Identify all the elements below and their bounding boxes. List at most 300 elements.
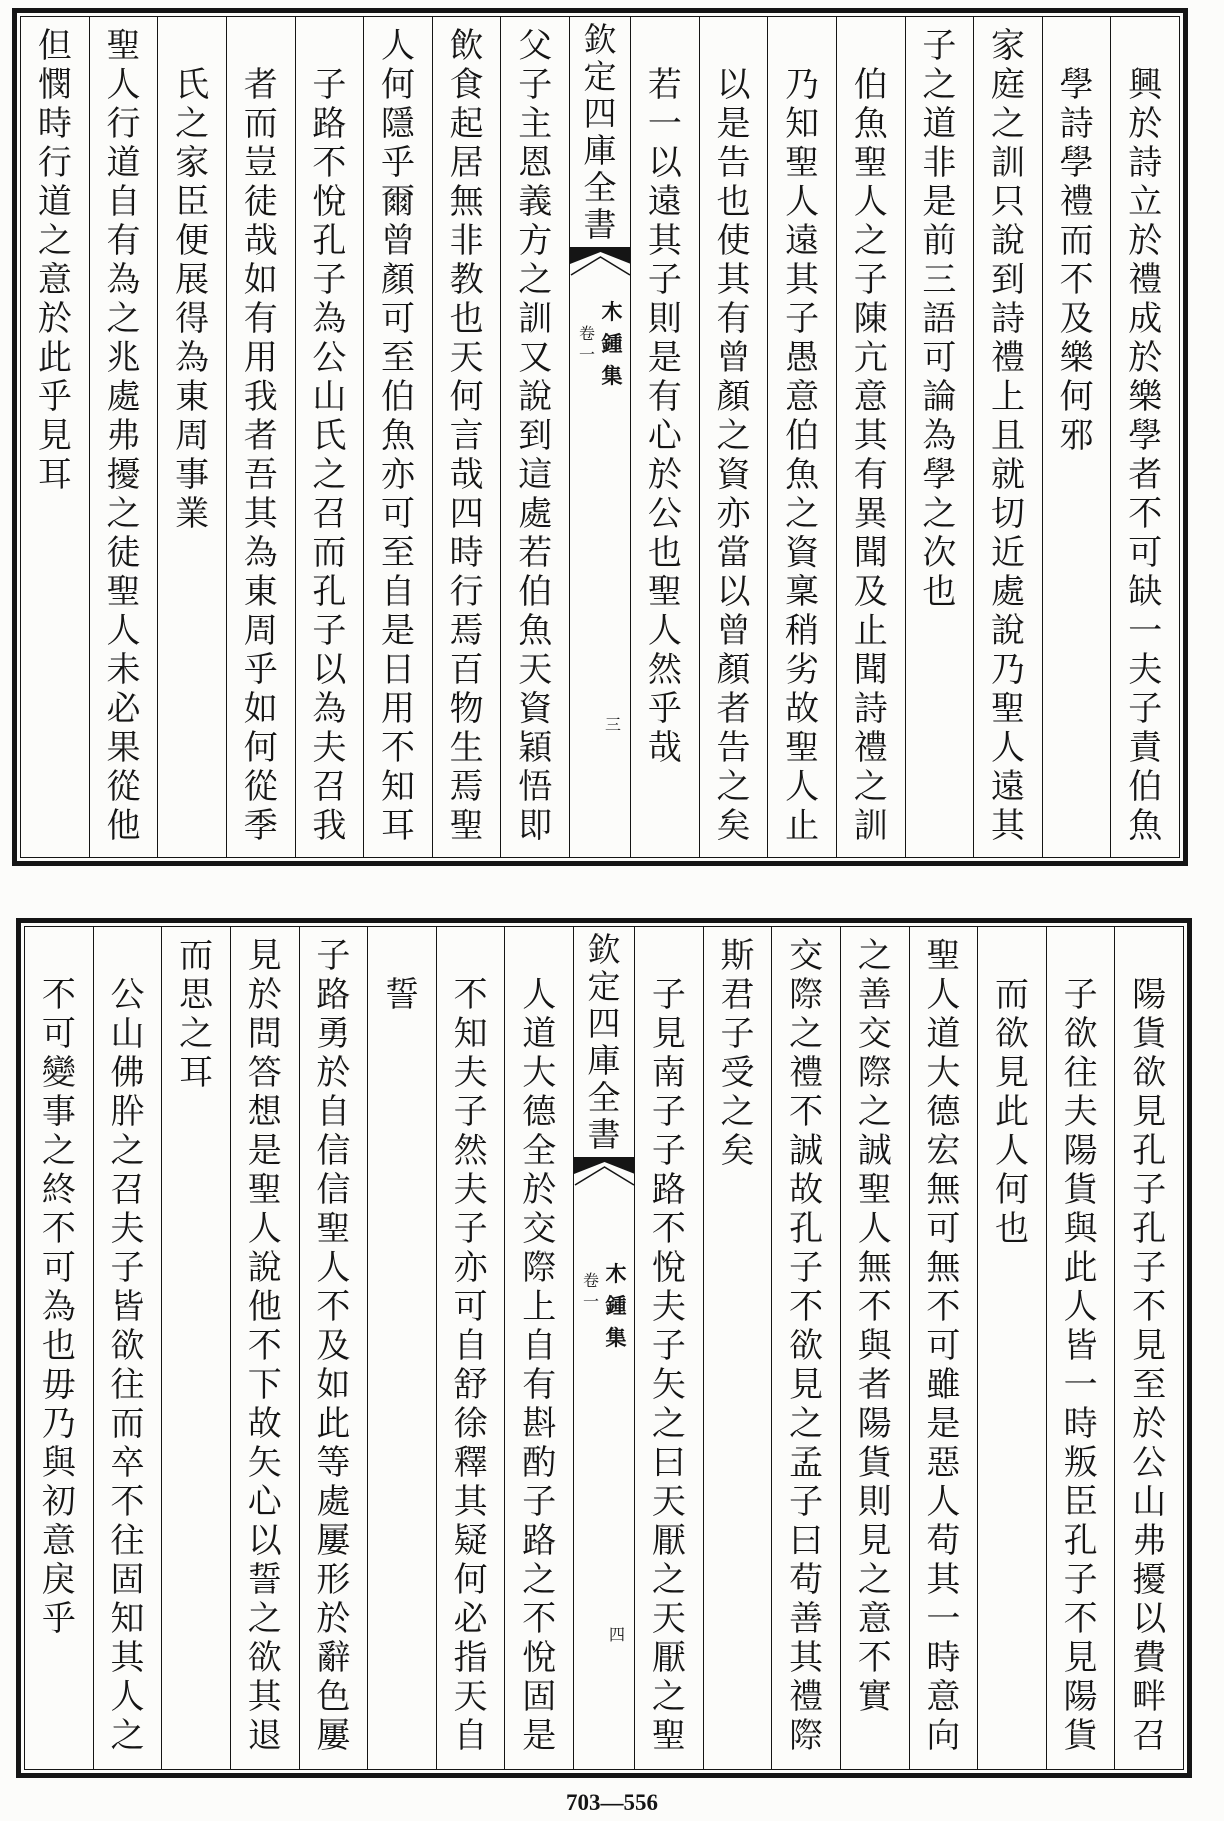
column-text bbox=[1115, 927, 1183, 1756]
glyph: 何 bbox=[380, 66, 415, 105]
glyph: 人 bbox=[647, 612, 682, 651]
glyph: 見 bbox=[1132, 1093, 1167, 1132]
glyph: 禮 bbox=[789, 1054, 824, 1093]
glyph: 興 bbox=[1128, 66, 1163, 105]
glyph: 者 bbox=[1128, 456, 1163, 495]
glyph: 路 bbox=[522, 1522, 557, 1561]
glyph: 學 bbox=[1059, 66, 1094, 105]
series-title bbox=[570, 21, 630, 243]
glyph: 有 bbox=[716, 300, 751, 339]
text-column bbox=[437, 927, 506, 1769]
glyph: 聖 bbox=[647, 573, 682, 612]
glyph: 厭 bbox=[651, 1639, 686, 1678]
glyph: 自 bbox=[316, 1093, 351, 1132]
glyph: 曾 bbox=[716, 339, 751, 378]
glyph: 有 bbox=[853, 456, 888, 495]
glyph: 此 bbox=[316, 1405, 351, 1444]
glyph: 伯 bbox=[853, 66, 888, 105]
column-text bbox=[974, 17, 1042, 846]
glyph: 日 bbox=[380, 651, 415, 690]
glyph: 當 bbox=[716, 534, 751, 573]
glyph: 哉 bbox=[647, 729, 682, 768]
glyph: 矢 bbox=[651, 1366, 686, 1405]
glyph: 其 bbox=[785, 261, 820, 300]
glyph: 可 bbox=[926, 1210, 961, 1249]
glyph: 其 bbox=[243, 495, 278, 534]
glyph: 知 bbox=[453, 1015, 488, 1054]
glyph: 四 bbox=[449, 495, 484, 534]
glyph: 劣 bbox=[785, 651, 820, 690]
glyph: 曰 bbox=[789, 1522, 824, 1561]
glyph: 其 bbox=[647, 222, 682, 261]
glyph: 際 bbox=[789, 1717, 824, 1756]
glyph: 木 bbox=[605, 1261, 627, 1286]
glyph: 何 bbox=[449, 378, 484, 417]
glyph: 百 bbox=[449, 651, 484, 690]
glyph: 不 bbox=[789, 1288, 824, 1327]
glyph: 庫 bbox=[583, 132, 617, 169]
glyph: 物 bbox=[449, 690, 484, 729]
glyph: 方 bbox=[518, 222, 553, 261]
glyph: 之 bbox=[853, 222, 888, 261]
glyph: 夫 bbox=[110, 1210, 145, 1249]
glyph: 不 bbox=[1063, 1600, 1098, 1639]
glyph: 斯 bbox=[720, 937, 755, 976]
glyph: 然 bbox=[647, 651, 682, 690]
glyph: 子 bbox=[312, 612, 347, 651]
column-text bbox=[158, 17, 226, 534]
glyph: 伯 bbox=[518, 573, 553, 612]
glyph: 他 bbox=[106, 807, 141, 846]
column-text bbox=[768, 17, 836, 846]
glyph: 知 bbox=[380, 768, 415, 807]
glyph: 生 bbox=[449, 729, 484, 768]
glyph: 鍾 bbox=[601, 331, 623, 356]
glyph: 焉 bbox=[449, 612, 484, 651]
glyph: 不 bbox=[453, 976, 488, 1015]
book-title bbox=[603, 1258, 629, 1354]
glyph: 為 bbox=[922, 417, 957, 456]
glyph: 詩 bbox=[1059, 105, 1094, 144]
glyph: 往 bbox=[110, 1522, 145, 1561]
glyph: 遠 bbox=[647, 183, 682, 222]
glyph: 曰 bbox=[651, 1444, 686, 1483]
glyph: 召 bbox=[312, 495, 347, 534]
glyph: 禮 bbox=[853, 729, 888, 768]
glyph: 子 bbox=[1132, 1249, 1167, 1288]
glyph: 變 bbox=[41, 1054, 76, 1093]
glyph: 斟 bbox=[522, 1405, 557, 1444]
glyph: 書 bbox=[583, 206, 617, 243]
glyph: 聖 bbox=[449, 807, 484, 846]
glyph: 子 bbox=[1132, 1171, 1167, 1210]
glyph: 曾 bbox=[716, 612, 751, 651]
glyph: 氏 bbox=[312, 417, 347, 456]
glyph: 聖 bbox=[651, 1717, 686, 1756]
glyph: 之 bbox=[789, 1015, 824, 1054]
glyph: 天 bbox=[449, 339, 484, 378]
glyph: 學 bbox=[922, 456, 957, 495]
glyph: 此 bbox=[994, 1093, 1029, 1132]
glyph: 貨 bbox=[1063, 1171, 1098, 1210]
glyph: 陽 bbox=[857, 1405, 892, 1444]
glyph: 自 bbox=[106, 183, 141, 222]
text-column bbox=[21, 17, 90, 857]
glyph: 心 bbox=[247, 1483, 282, 1522]
glyph: 人 bbox=[247, 1210, 282, 1249]
glyph: 於 bbox=[247, 976, 282, 1015]
glyph: 子 bbox=[789, 1249, 824, 1288]
glyph: 可 bbox=[41, 1015, 76, 1054]
glyph: 悅 bbox=[651, 1249, 686, 1288]
glyph: 意 bbox=[853, 378, 888, 417]
glyph: 屢 bbox=[316, 1522, 351, 1561]
glyph: 不 bbox=[926, 1288, 961, 1327]
glyph: 可 bbox=[926, 1327, 961, 1366]
glyph: 之 bbox=[651, 1561, 686, 1600]
glyph: 子 bbox=[785, 300, 820, 339]
glyph: 之 bbox=[853, 768, 888, 807]
glyph: 又 bbox=[518, 339, 553, 378]
glyph: 之 bbox=[922, 66, 957, 105]
glyph: 時 bbox=[926, 1639, 961, 1678]
glyph: 魚 bbox=[380, 417, 415, 456]
glyph: 禮 bbox=[1128, 261, 1163, 300]
glyph: 意 bbox=[785, 378, 820, 417]
text-column bbox=[772, 927, 841, 1769]
glyph: 子 bbox=[453, 1210, 488, 1249]
glyph: 未 bbox=[106, 651, 141, 690]
glyph: 集 bbox=[601, 363, 623, 388]
glyph: 他 bbox=[247, 1288, 282, 1327]
glyph: 為 bbox=[175, 339, 210, 378]
glyph: 訓 bbox=[518, 300, 553, 339]
glyph: 矣 bbox=[716, 807, 751, 846]
glyph: 子 bbox=[316, 937, 351, 976]
glyph: 受 bbox=[720, 1054, 755, 1093]
glyph: 學 bbox=[1059, 144, 1094, 183]
leaf-number bbox=[606, 1625, 628, 1645]
glyph: 子 bbox=[453, 1093, 488, 1132]
text-column bbox=[90, 17, 159, 857]
glyph: 如 bbox=[316, 1366, 351, 1405]
glyph: 而 bbox=[994, 976, 1029, 1015]
glyph: 亢 bbox=[853, 339, 888, 378]
column-text bbox=[231, 927, 299, 1756]
glyph: 是 bbox=[647, 339, 682, 378]
glyph: 不 bbox=[41, 1210, 76, 1249]
glyph: 這 bbox=[518, 456, 553, 495]
glyph: 伯 bbox=[785, 417, 820, 456]
glyph: 苟 bbox=[926, 1522, 961, 1561]
glyph: 便 bbox=[175, 222, 210, 261]
glyph: 書 bbox=[587, 1116, 621, 1153]
glyph: 也 bbox=[41, 1327, 76, 1366]
glyph: 道 bbox=[37, 183, 72, 222]
column-text bbox=[25, 927, 93, 1639]
glyph: 耳 bbox=[380, 807, 415, 846]
glyph: 告 bbox=[716, 729, 751, 768]
glyph: 之 bbox=[37, 222, 72, 261]
glyph: 人 bbox=[316, 1249, 351, 1288]
glyph: 遠 bbox=[785, 222, 820, 261]
glyph: 見 bbox=[247, 937, 282, 976]
glyph: 異 bbox=[853, 495, 888, 534]
glyph: 非 bbox=[922, 144, 957, 183]
glyph: 孔 bbox=[789, 1210, 824, 1249]
glyph: 向 bbox=[926, 1717, 961, 1756]
glyph: 見 bbox=[789, 1366, 824, 1405]
glyph: 有 bbox=[647, 378, 682, 417]
glyph: 訓 bbox=[990, 144, 1025, 183]
glyph: 乎 bbox=[37, 378, 72, 417]
text-column bbox=[1115, 927, 1183, 1769]
glyph: 聖 bbox=[853, 144, 888, 183]
glyph: 不 bbox=[857, 1288, 892, 1327]
glyph: 夫 bbox=[1128, 651, 1163, 690]
glyph: 樂 bbox=[1128, 378, 1163, 417]
glyph: 不 bbox=[522, 1600, 557, 1639]
glyph: 皆 bbox=[1063, 1327, 1098, 1366]
glyph: 人 bbox=[785, 183, 820, 222]
glyph: 子 bbox=[651, 1132, 686, 1171]
glyph: 之 bbox=[175, 105, 210, 144]
glyph: 無 bbox=[926, 1249, 961, 1288]
column-text bbox=[1043, 17, 1111, 456]
glyph: 稟 bbox=[785, 573, 820, 612]
glyph: 於 bbox=[522, 1171, 557, 1210]
glyph: 三 bbox=[604, 715, 621, 734]
leaf-number bbox=[602, 715, 624, 735]
glyph: 止 bbox=[785, 807, 820, 846]
glyph: 自 bbox=[380, 573, 415, 612]
center-margin bbox=[574, 927, 635, 1769]
text-column bbox=[94, 927, 163, 1769]
volume-label bbox=[580, 1270, 602, 1312]
glyph: 到 bbox=[518, 417, 553, 456]
glyph: 不 bbox=[651, 1210, 686, 1249]
glyph: 自 bbox=[453, 1717, 488, 1756]
glyph: 人 bbox=[785, 768, 820, 807]
glyph: 亦 bbox=[453, 1249, 488, 1288]
glyph: 飲 bbox=[449, 27, 484, 66]
glyph: 卷 bbox=[578, 324, 595, 343]
glyph: 皆 bbox=[110, 1288, 145, 1327]
glyph: 之 bbox=[518, 261, 553, 300]
column-text bbox=[364, 17, 432, 846]
fish-tail-mark bbox=[570, 247, 631, 281]
glyph: 是 bbox=[922, 183, 957, 222]
glyph: 之 bbox=[110, 1717, 145, 1756]
glyph: 兆 bbox=[106, 339, 141, 378]
glyph: 耳 bbox=[179, 1054, 214, 1093]
glyph: 處 bbox=[990, 573, 1025, 612]
glyph: 夫 bbox=[1063, 1093, 1098, 1132]
column-text bbox=[501, 17, 569, 846]
glyph: 山 bbox=[312, 378, 347, 417]
glyph: 隱 bbox=[380, 105, 415, 144]
glyph: 用 bbox=[380, 690, 415, 729]
glyph: 訓 bbox=[853, 807, 888, 846]
glyph: 人 bbox=[380, 27, 415, 66]
text-column bbox=[1043, 17, 1112, 857]
glyph: 何 bbox=[994, 1171, 1029, 1210]
glyph: 其 bbox=[990, 807, 1025, 846]
glyph: 父 bbox=[518, 27, 553, 66]
glyph: 見 bbox=[37, 417, 72, 456]
glyph: 資 bbox=[785, 534, 820, 573]
glyph: 孔 bbox=[312, 222, 347, 261]
glyph: 卒 bbox=[110, 1444, 145, 1483]
glyph: 聞 bbox=[853, 534, 888, 573]
glyph: 全 bbox=[522, 1132, 557, 1171]
glyph: 定 bbox=[583, 58, 617, 95]
glyph: 可 bbox=[41, 1249, 76, 1288]
glyph: 天 bbox=[518, 651, 553, 690]
glyph: 子 bbox=[110, 1249, 145, 1288]
glyph: 孔 bbox=[1132, 1132, 1167, 1171]
glyph: 責 bbox=[1128, 729, 1163, 768]
glyph: 處 bbox=[106, 378, 141, 417]
glyph: 子 bbox=[853, 261, 888, 300]
glyph: 人 bbox=[994, 1132, 1029, 1171]
glyph: 此 bbox=[37, 339, 72, 378]
glyph: 夫 bbox=[312, 729, 347, 768]
column-text bbox=[90, 17, 158, 846]
text-column bbox=[368, 927, 437, 1769]
glyph: 聖 bbox=[990, 690, 1025, 729]
glyph: 矢 bbox=[247, 1444, 282, 1483]
glyph: 不 bbox=[312, 144, 347, 183]
glyph: 如 bbox=[243, 690, 278, 729]
glyph: 而 bbox=[243, 105, 278, 144]
text-column bbox=[501, 17, 570, 857]
glyph: 戾 bbox=[41, 1561, 76, 1600]
text-column bbox=[296, 17, 365, 857]
glyph: 至 bbox=[1132, 1366, 1167, 1405]
glyph: 終 bbox=[41, 1171, 76, 1210]
glyph: 召 bbox=[312, 768, 347, 807]
glyph: 而 bbox=[1059, 222, 1094, 261]
upper-leaf bbox=[12, 8, 1188, 866]
text-column bbox=[768, 17, 837, 857]
glyph: 氏 bbox=[175, 66, 210, 105]
glyph: 四 bbox=[587, 1005, 621, 1042]
glyph: 子 bbox=[651, 1327, 686, 1366]
glyph: 立 bbox=[1128, 183, 1163, 222]
glyph: 子 bbox=[522, 1483, 557, 1522]
glyph: 舒 bbox=[453, 1366, 488, 1405]
glyph: 道 bbox=[926, 1015, 961, 1054]
glyph: 其 bbox=[110, 1639, 145, 1678]
glyph: 時 bbox=[449, 534, 484, 573]
glyph: 一 bbox=[647, 105, 682, 144]
glyph: 有 bbox=[522, 1366, 557, 1405]
glyph: 與 bbox=[857, 1327, 892, 1366]
glyph: 子 bbox=[789, 1483, 824, 1522]
glyph: 往 bbox=[1063, 1054, 1098, 1093]
glyph: 不 bbox=[1128, 495, 1163, 534]
glyph: 也 bbox=[449, 300, 484, 339]
glyph: 語 bbox=[922, 300, 957, 339]
glyph: 欲 bbox=[1063, 1015, 1098, 1054]
glyph: 公 bbox=[110, 976, 145, 1015]
glyph: 禮 bbox=[990, 339, 1025, 378]
glyph: 德 bbox=[926, 1093, 961, 1132]
glyph: 若 bbox=[647, 66, 682, 105]
glyph: 之 bbox=[651, 1405, 686, 1444]
glyph: 無 bbox=[926, 1171, 961, 1210]
glyph: 子 bbox=[1063, 1561, 1098, 1600]
glyph: 爾 bbox=[380, 183, 415, 222]
glyph: 可 bbox=[922, 339, 957, 378]
glyph: 亦 bbox=[716, 495, 751, 534]
glyph: 徐 bbox=[453, 1405, 488, 1444]
glyph: 陽 bbox=[1063, 1678, 1098, 1717]
glyph: 想 bbox=[247, 1093, 282, 1132]
glyph: 果 bbox=[106, 729, 141, 768]
glyph: 德 bbox=[522, 1093, 557, 1132]
glyph: 集 bbox=[605, 1325, 627, 1350]
glyph: 之 bbox=[312, 456, 347, 495]
glyph: 遠 bbox=[990, 768, 1025, 807]
glyph: 道 bbox=[106, 144, 141, 183]
glyph: 而 bbox=[179, 937, 214, 976]
glyph: 下 bbox=[247, 1366, 282, 1405]
glyph: 厭 bbox=[651, 1522, 686, 1561]
glyph: 自 bbox=[522, 1327, 557, 1366]
glyph: 悅 bbox=[522, 1639, 557, 1678]
glyph: 交 bbox=[789, 937, 824, 976]
column-text bbox=[631, 17, 699, 768]
glyph: 稍 bbox=[785, 612, 820, 651]
glyph: 其 bbox=[453, 1483, 488, 1522]
glyph: 孔 bbox=[312, 573, 347, 612]
glyph: 人 bbox=[857, 1210, 892, 1249]
glyph: 季 bbox=[243, 807, 278, 846]
glyph: 人 bbox=[853, 183, 888, 222]
glyph: 樂 bbox=[1059, 339, 1094, 378]
glyph: 亦 bbox=[380, 456, 415, 495]
glyph: 可 bbox=[1128, 534, 1163, 573]
glyph: 誓 bbox=[384, 976, 419, 1015]
glyph: 乎 bbox=[380, 144, 415, 183]
glyph: 家 bbox=[990, 27, 1025, 66]
glyph: 如 bbox=[243, 261, 278, 300]
glyph: 意 bbox=[857, 1600, 892, 1639]
glyph: 之 bbox=[106, 300, 141, 339]
glyph: 人 bbox=[106, 612, 141, 651]
glyph: 展 bbox=[175, 261, 210, 300]
glyph: 不 bbox=[110, 1483, 145, 1522]
glyph: 一 bbox=[582, 1292, 599, 1311]
glyph: 悅 bbox=[312, 183, 347, 222]
glyph: 乎 bbox=[647, 690, 682, 729]
glyph: 子 bbox=[1063, 976, 1098, 1015]
glyph: 陽 bbox=[1132, 976, 1167, 1015]
glyph: 近 bbox=[990, 534, 1025, 573]
glyph: 行 bbox=[106, 105, 141, 144]
glyph: 故 bbox=[785, 690, 820, 729]
glyph: 善 bbox=[857, 976, 892, 1015]
column-text bbox=[837, 17, 905, 846]
glyph: 徒 bbox=[106, 534, 141, 573]
glyph: 人 bbox=[926, 976, 961, 1015]
glyph: 必 bbox=[453, 1600, 488, 1639]
glyph: 顏 bbox=[716, 378, 751, 417]
glyph: 邪 bbox=[1059, 417, 1094, 456]
column-text bbox=[635, 927, 703, 1756]
